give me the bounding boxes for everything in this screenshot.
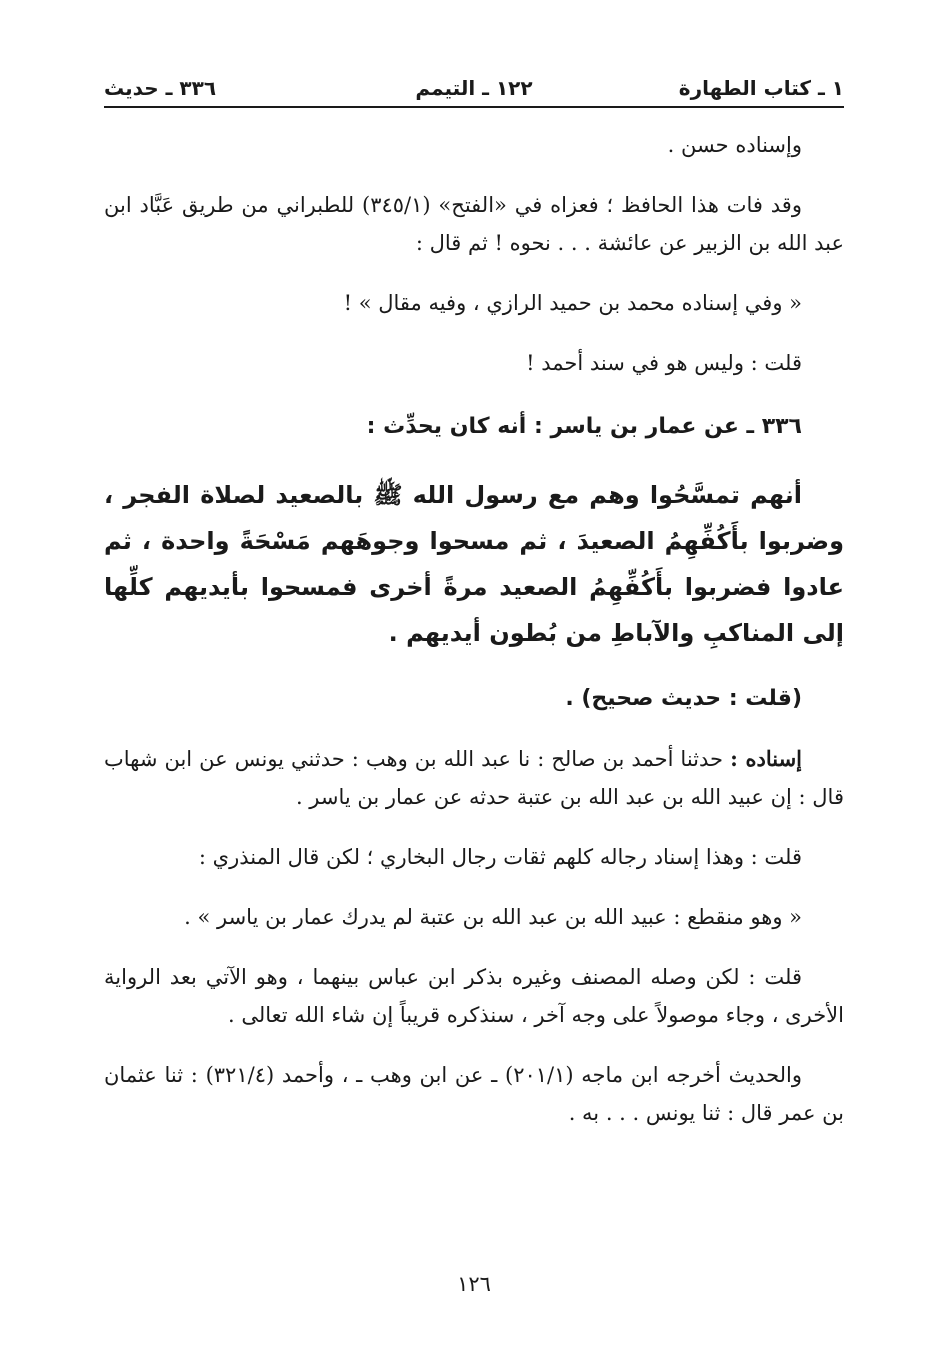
isnad-label: إسناده :: [730, 746, 802, 771]
paragraph-isnad-hasan: وإسناده حسن .: [667, 133, 802, 157]
paragraph-quote-razi: « وفي إسناده محمد بن حميد الرازي ، وفيه مقال » !: [343, 291, 802, 315]
header-book-title: ١ ـ كتاب الطهارة: [678, 76, 844, 100]
paragraph-rijal: قلت : وهذا إسناد رجاله كلهم ثقات رجال البخاري ؛ لكن قال المنذري :: [198, 845, 802, 869]
paragraph-isnad: [104, 740, 844, 816]
hadith-heading: ٣٣٦ ـ عن عمار بن ياسر : أنه كان يحدِّث :: [366, 414, 802, 439]
hadith-verdict: (قلت : حديث صحيح) .: [565, 686, 802, 711]
page-number: ١٢٦: [457, 1272, 491, 1296]
paragraph-note-ahmad: قلت : وليس هو في سند أحمد !: [526, 351, 802, 375]
paragraph-connection: قلت : لكن وصله المصنف وغيره بذكر ابن عباس بينهما ، وهو الآتي بعد الرواية الأخرى ، وجاء موصولاً على وجه آخر ، سنذكره قريباً إن شاء الله تعالى .: [104, 965, 844, 1027]
hadith-text: أنهم تمسَّحُوا وهم مع رسول الله ﷺ بالصعيد لصلاة الفجر ، وضربوا بأَكُفِّهِمُ الصعيدَ ، ثم مسحوا وجوهَهم مَسْحَةً واحدة ، ثم عادوا فضربوا بأَكُفِّهِمُ الصعيد مرةً أخرى فمسحوا بأيديهم كلِّها إلى المناكبِ والآباطِ من بُطون أيديهم .: [104, 481, 844, 647]
paragraph-takhrij: والحديث أخرجه ابن ماجه (٢٠١/١) ـ عن ابن وهب ـ ، وأحمد (٣٢١/٤) : ثنا عثمان بن عمر قال : ثنا يونس . . . به .: [104, 1063, 844, 1125]
running-header: [104, 70, 844, 108]
header-hadith-number: ٣٣٦ ـ حديث: [104, 76, 217, 100]
isnad-text: حدثنا أحمد بن صالح : نا عبد الله بن وهب : حدثني يونس عن ابن شهاب قال : إن عبيد الله بن عبد الله بن عتبة حدثه عن عمار بن ياسر .: [104, 747, 844, 809]
paragraph-fath-reference: وقد فات هذا الحافظ ؛ فعزاه في «الفتح» (٣٤٥/١) للطبراني من طريق عَبَّاد ابن عبد الله بن الزبير عن عائشة . . . نحوه ! ثم قال :: [104, 193, 844, 255]
page-body: [104, 126, 844, 1132]
header-chapter-title: ١٢٢ ـ التيمم: [415, 76, 533, 100]
paragraph-quote-mundhiri: « وهو منقطع : عبيد الله بن عبد الله بن عتبة لم يدرك عمار بن ياسر » .: [184, 905, 802, 929]
